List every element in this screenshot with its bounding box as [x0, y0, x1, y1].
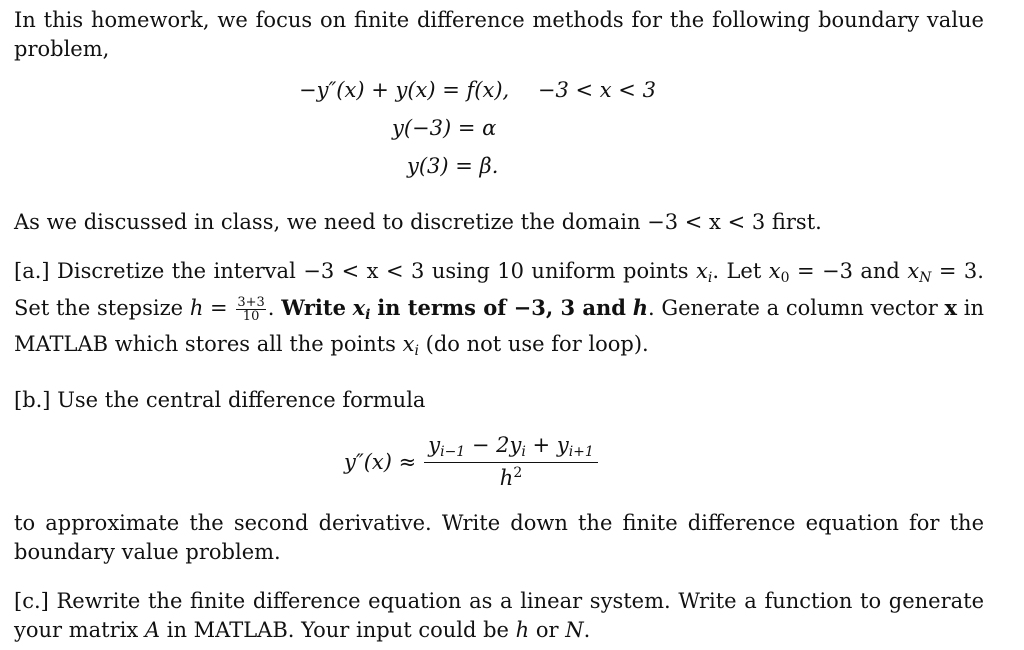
- central-difference-formula: [14, 415, 984, 505]
- stepsize-numerator: 3+3: [237, 295, 265, 310]
- equals-sign: =: [210, 296, 228, 320]
- bvp-equations: [14, 64, 984, 184]
- h-symbol: h: [189, 296, 204, 320]
- part-a-text-5: .: [267, 296, 275, 320]
- bold-xi-subscript: i: [365, 307, 371, 323]
- part-c-or: or: [535, 618, 559, 642]
- intro-text: In this homework, we focus on finite difference methods for the following boundary value problem,: [14, 8, 984, 61]
- xN-subscript: N: [919, 270, 932, 286]
- den-h: h: [499, 466, 514, 490]
- part-c-paragraph: [14, 587, 984, 645]
- ode-text: −y″(x) + y(x) = f(x),: [299, 78, 510, 102]
- num-sub-b: i: [521, 444, 526, 460]
- xN-symbol: x: [907, 259, 920, 283]
- xi-subscript: i: [707, 270, 713, 286]
- part-b-paragraph: [14, 386, 984, 415]
- num-y-a: y: [428, 433, 441, 457]
- num-y-c: + y: [525, 433, 569, 457]
- bold-xi-symbol: x: [352, 295, 366, 320]
- formula-denominator: [424, 463, 598, 490]
- part-b-text: Use the central difference formula: [57, 388, 426, 412]
- homework-page: [14, 6, 984, 645]
- part-b-label: [b.]: [14, 388, 51, 412]
- ode-domain: −3 < x < 3: [537, 78, 656, 102]
- xi-symbol: x: [696, 259, 708, 283]
- formula-numerator: [424, 433, 598, 463]
- xi-symbol-2: x: [402, 332, 415, 356]
- part-a-paragraph: [14, 257, 984, 366]
- part-b-after-paragraph: [14, 509, 984, 567]
- stepsize-denominator: 10: [242, 309, 260, 324]
- part-a-text-6: . Generate a column vector: [647, 296, 938, 320]
- part-a-text-4: = 3. Set the stepsize: [14, 259, 984, 320]
- bvp-equation-left-bc: y(−3) = α: [392, 116, 497, 140]
- num-sub-a: i−1: [440, 444, 466, 460]
- bvp-equation-right-bc: y(3) = β.: [407, 154, 499, 178]
- num-y-b: − 2y: [465, 433, 522, 457]
- part-c-N-symbol: N: [565, 618, 584, 642]
- vector-x-symbol: x: [944, 295, 958, 320]
- part-c-h-symbol: h: [515, 618, 530, 642]
- matrix-A-symbol: A: [144, 618, 161, 642]
- part-a-text-2: . Let: [712, 259, 762, 283]
- formula-lhs: y″(x) ≈: [344, 449, 417, 474]
- part-c-text-1: Rewrite the finite difference equation as a linear system. Write a function to generate your matrix: [14, 589, 984, 642]
- num-sub-c: i+1: [568, 444, 594, 460]
- bold-in-terms: in terms of −3, 3 and: [377, 295, 626, 320]
- x0-symbol: x: [768, 259, 781, 283]
- part-c-end: .: [583, 618, 591, 642]
- part-c-text-2: in MATLAB. Your input could be: [166, 618, 509, 642]
- stepsize-fraction: [236, 296, 265, 323]
- part-a-text-8: (do not use for loop).: [425, 332, 649, 356]
- part-a-text-3: = −3 and: [796, 259, 900, 283]
- x0-subscript: 0: [780, 270, 790, 286]
- part-a-label: [a.]: [14, 259, 50, 283]
- bold-write: Write: [281, 295, 346, 320]
- formula-fraction: [424, 433, 598, 490]
- bold-h-symbol: h: [632, 295, 648, 320]
- discussion-paragraph: [14, 208, 984, 237]
- part-a-text-1: Discretize the interval −3 < x < 3 using 10 uniform points: [57, 259, 689, 283]
- xi-subscript-2: i: [414, 343, 419, 359]
- part-b-after-text: to approximate the second derivative. Write down the finite difference equation for the boundary value problem.: [14, 511, 984, 564]
- part-a-text-7: in MATLAB which stores all the points: [14, 296, 984, 356]
- den-sup: 2: [513, 465, 523, 481]
- bvp-equation-ode: [299, 78, 656, 102]
- formula-line: [344, 433, 598, 490]
- intro-paragraph: [14, 6, 984, 64]
- discussion-text: As we discussed in class, we need to discretize the domain −3 < x < 3 first.: [14, 210, 822, 234]
- part-c-label: [c.]: [14, 589, 49, 613]
